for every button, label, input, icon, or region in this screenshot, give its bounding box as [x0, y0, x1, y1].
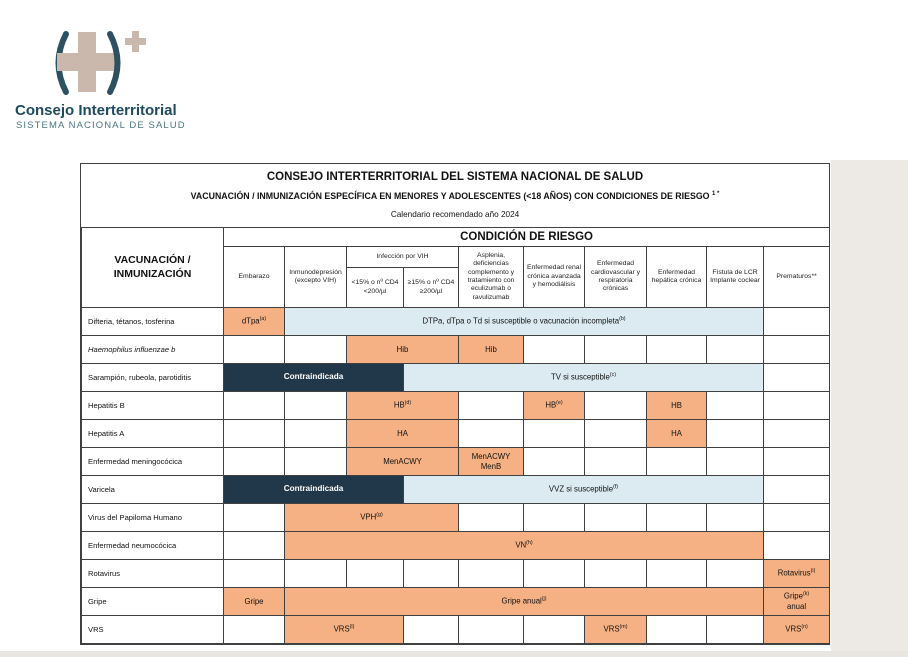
risk-condition-header: CONDICIÓN DE RIESGO [224, 228, 830, 247]
vaccine-cell: HA [347, 420, 459, 448]
empty-cell [524, 560, 585, 588]
vaccine-cell: Contraindicada [224, 364, 404, 392]
empty-cell [764, 420, 830, 448]
empty-cell [459, 504, 524, 532]
main-title: CONSEJO INTERTERRITORIAL DEL SISTEMA NACIONAL DE SALUD [266, 171, 644, 183]
vaccine-cell: DTPa, dTpa o Td si susceptible o vacunación incompleta$^{(b)}$ [285, 308, 764, 336]
vaccine-cell: VVZ si susceptible$^{(f)}$ [404, 476, 764, 504]
vaccine-cell: MenACWY [347, 448, 459, 476]
table-row [82, 308, 830, 336]
vaccine-cell: Contraindicada [224, 476, 404, 504]
empty-cell [764, 336, 830, 364]
col-header-vih-group: Infección por VIH [347, 247, 459, 268]
empty-cell [764, 308, 830, 336]
row-label: Enfermedad meningocócica [82, 448, 224, 476]
empty-cell [585, 560, 647, 588]
empty-cell [224, 448, 285, 476]
logo-subtitle: SISTEMA NACIONAL DE SALUD [16, 120, 186, 131]
empty-cell [707, 560, 764, 588]
table-row [82, 588, 830, 616]
page-edge-right [831, 160, 908, 657]
empty-cell [224, 560, 285, 588]
header-row-risk [82, 228, 830, 247]
empty-cell [585, 448, 647, 476]
table-row [82, 476, 830, 504]
empty-cell [459, 392, 524, 420]
vaccination-schedule-sheet [80, 163, 830, 645]
empty-cell [647, 616, 707, 644]
empty-cell [647, 448, 707, 476]
vaccine-cell: VRS$^{(l)}$ [285, 616, 404, 644]
empty-cell [585, 336, 647, 364]
empty-cell [707, 616, 764, 644]
empty-cell [459, 560, 524, 588]
row-label: VRS [82, 616, 224, 644]
empty-cell [459, 420, 524, 448]
col-header-hepatica: Enfermedad hepática crónica [647, 247, 707, 308]
empty-cell [285, 420, 347, 448]
vaccine-table-body [82, 308, 830, 644]
row-label: Varicela [82, 476, 224, 504]
vaccine-cell: VN$^{(h)}$ [285, 532, 764, 560]
vaccine-cell: Rotavirus$^{(i)}$ [764, 560, 830, 588]
vaccine-cell: dTpa$^{(a)}$ [224, 308, 285, 336]
vaccine-cell: Gripe [224, 588, 285, 616]
calendar-year-line: Calendario recomendado año 2024 [390, 210, 520, 219]
empty-cell [647, 504, 707, 532]
vaccine-cell: VPH$^{(g)}$ [285, 504, 459, 532]
empty-cell [404, 616, 459, 644]
table-row [82, 392, 830, 420]
empty-cell [647, 560, 707, 588]
empty-cell [585, 420, 647, 448]
row-label: Difteria, tétanos, tosferina [82, 308, 224, 336]
col-header-lcr: Fístula de LCR Implante coclear [707, 247, 764, 308]
empty-cell [707, 420, 764, 448]
consejo-logo-icon [40, 28, 152, 102]
col-header-inmunodepresion: Inmunodepresión (excepto VIH) [285, 247, 347, 308]
vaccine-cell: HB$^{(e)}$ [524, 392, 585, 420]
row-label: Haemophilus influenzae b [82, 336, 224, 364]
subtitle-text: VACUNACIÓN / INMUNIZACIÓN ESPECÍFICA EN MENORES Y ADOLESCENTES (<18 AÑOS) CON CONDICIONES DE RIESGO [190, 191, 710, 201]
empty-cell [585, 392, 647, 420]
vaccine-cell: VRS$^{(n)}$ [764, 616, 830, 644]
empty-cell [224, 336, 285, 364]
vaccine-cell: Hib [347, 336, 459, 364]
empty-cell [404, 560, 459, 588]
empty-cell [524, 336, 585, 364]
col-header-vih-low: <15% o nº CD4 <200/µl [347, 268, 404, 308]
empty-cell [707, 336, 764, 364]
empty-cell [224, 532, 285, 560]
empty-cell [707, 392, 764, 420]
col-header-renal: Enfermedad renal crónica avanzada y hemodiálisis [524, 247, 585, 308]
empty-cell [585, 504, 647, 532]
col-header-prematuros: Prematuros** [764, 247, 830, 308]
vaccine-cell: VRS$^{(m)}$ [585, 616, 647, 644]
empty-cell [707, 504, 764, 532]
row-label: Rotavirus [82, 560, 224, 588]
row-label: Virus del Papiloma Humano [82, 504, 224, 532]
logo-small-plus-horizontal [125, 38, 146, 45]
vaccine-cell: HA [647, 420, 707, 448]
vaccine-cell: HB [647, 392, 707, 420]
empty-cell [224, 420, 285, 448]
row-label: Gripe [82, 588, 224, 616]
row-label: Enfermedad neumocócica [82, 532, 224, 560]
empty-cell [764, 364, 830, 392]
empty-cell [224, 616, 285, 644]
corner-header: VACUNACIÓN / INMUNIZACIÓN [82, 228, 224, 308]
vaccine-cell: MenACWY MenB [459, 448, 524, 476]
row-label: Hepatitis A [82, 420, 224, 448]
table-row [82, 616, 830, 644]
empty-cell [459, 616, 524, 644]
empty-cell [764, 504, 830, 532]
empty-cell [285, 392, 347, 420]
page-edge-bottom [0, 651, 908, 657]
vaccine-cell: TV si susceptible$^{(c)}$ [404, 364, 764, 392]
empty-cell [764, 532, 830, 560]
empty-cell [285, 448, 347, 476]
empty-cell [285, 336, 347, 364]
table-row [82, 560, 830, 588]
col-header-cardiovascular: Enfermedad cardiovascular y respiratoria crónicas [585, 247, 647, 308]
row-label: Hepatitis B [82, 392, 224, 420]
vaccine-cell: Gripe anual$^{(j)}$ [285, 588, 764, 616]
empty-cell [224, 392, 285, 420]
empty-cell [764, 392, 830, 420]
empty-cell [285, 560, 347, 588]
empty-cell [524, 504, 585, 532]
empty-cell [347, 560, 404, 588]
vaccine-cell: Gripe$^{(k)}$ anual [764, 588, 830, 616]
table-row [82, 364, 830, 392]
row-label: Sarampión, rubeola, parotiditis [82, 364, 224, 392]
table-row [82, 532, 830, 560]
col-header-embarazo: Embarazo [224, 247, 285, 308]
vaccination-table [81, 227, 830, 644]
empty-cell [764, 448, 830, 476]
table-row [82, 336, 830, 364]
empty-cell [707, 448, 764, 476]
empty-cell [524, 420, 585, 448]
table-row [82, 504, 830, 532]
col-header-vih-high: ≥15% o nº CD4 ≥200/µl [404, 268, 459, 308]
empty-cell [224, 504, 285, 532]
vaccine-cell: Hib [459, 336, 524, 364]
table-row [82, 420, 830, 448]
logo-cross-horizontal [57, 53, 117, 71]
empty-cell [524, 616, 585, 644]
subtitle [85, 191, 825, 201]
col-header-asplenia: Asplenia, deficiencias complemento y tratamiento con eculizumab o ravulizumab [459, 247, 524, 308]
empty-cell [524, 448, 585, 476]
empty-cell [647, 336, 707, 364]
vaccine-cell: HB$^{(d)}$ [347, 392, 459, 420]
subtitle-footnote-marker: 1 * [711, 191, 720, 198]
logo-title: Consejo Interterritorial [15, 102, 177, 119]
table-row [82, 448, 830, 476]
empty-cell [764, 476, 830, 504]
title-block [81, 164, 829, 227]
